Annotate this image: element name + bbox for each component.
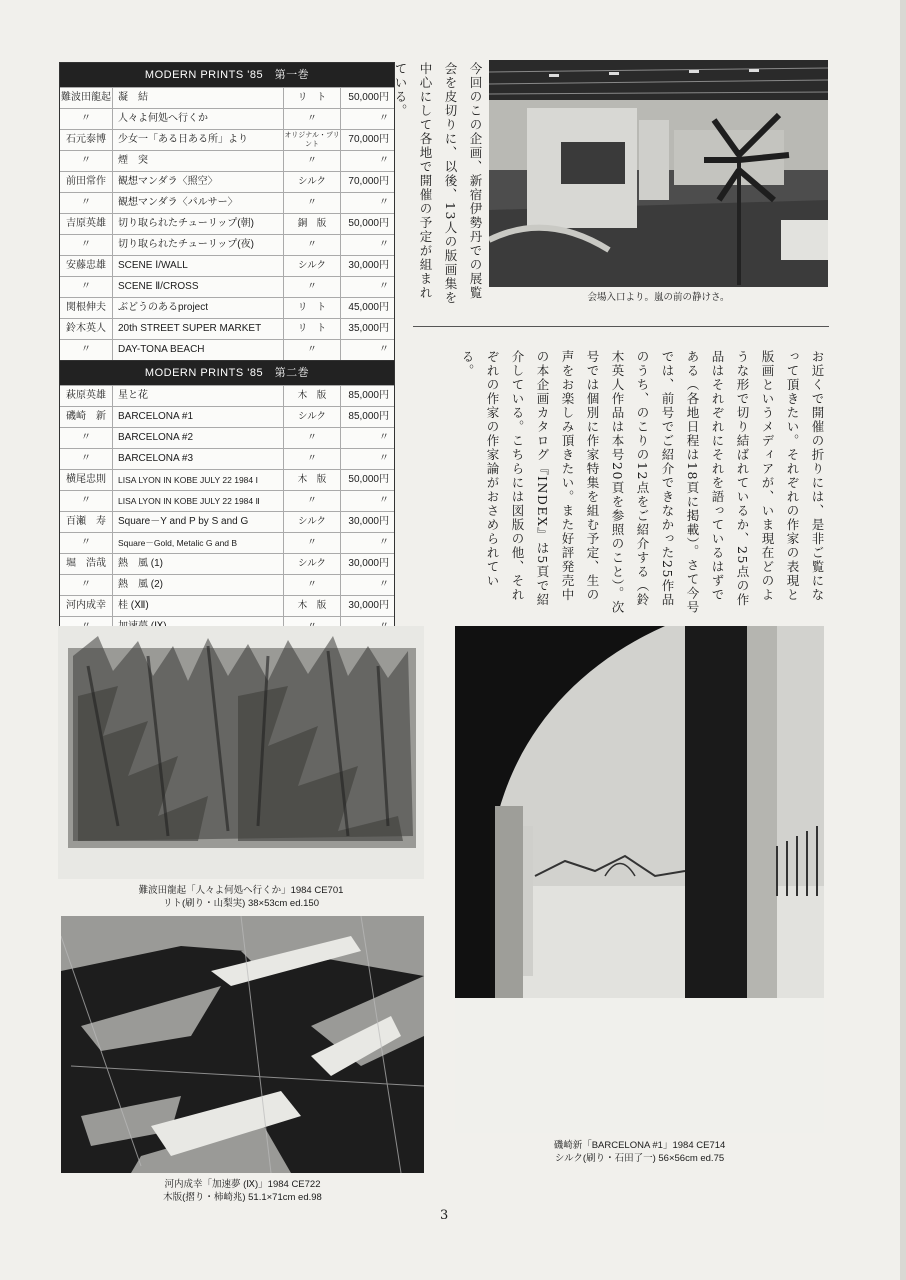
artist-cell: 〃 <box>60 235 113 255</box>
page-edge <box>900 0 906 1280</box>
medium-cell: 〃 <box>284 277 341 297</box>
title-cell: 観想マンダラ〈パルサー〉 <box>113 193 284 213</box>
artist-cell: 磯崎 新 <box>60 407 113 427</box>
title-cell: LISA LYON IN KOBE JULY 22 1984 Ⅰ <box>113 470 284 490</box>
artist-cell: 河内成幸 <box>60 596 113 616</box>
table-row <box>60 87 394 108</box>
price-cell: 30,000円 <box>348 260 389 271</box>
medium-cell: 木 版 <box>284 470 341 490</box>
table-row <box>60 427 394 448</box>
medium-cell: 〃 <box>284 491 341 511</box>
price-cell: 〃 <box>379 432 389 443</box>
medium-cell: 〃 <box>284 340 341 360</box>
table-row <box>60 532 394 553</box>
table-row <box>60 339 394 360</box>
catalog-table <box>59 62 395 638</box>
artist-cell: 前田常作 <box>60 172 113 192</box>
price-cell: 〃 <box>379 537 389 548</box>
price-cell: 45,000円 <box>348 302 389 313</box>
title-cell: 凝 結 <box>113 88 284 108</box>
artist-cell: 〃 <box>60 277 113 297</box>
price-cell: 〃 <box>379 197 389 208</box>
price-cell: 〃 <box>379 453 389 464</box>
medium-cell: シルク <box>284 172 341 192</box>
table-row <box>60 150 394 171</box>
table-row <box>60 469 394 490</box>
medium-cell: シルク <box>284 554 341 574</box>
medium-cell: 〃 <box>284 151 341 171</box>
title-cell: SCENE Ⅰ/WALL <box>113 256 284 276</box>
title-cell: BARCELONA #2 <box>113 428 284 448</box>
title-cell: 切り取られたチューリップ(夜) <box>113 235 284 255</box>
price-cell: 85,000円 <box>348 411 389 422</box>
medium-cell: シルク <box>284 512 341 532</box>
price-cell: 〃 <box>379 281 389 292</box>
artist-cell: 難波田龍起 <box>60 88 113 108</box>
artist-cell: 〃 <box>60 491 113 511</box>
artist-cell: 〃 <box>60 109 113 129</box>
price-cell: 85,000円 <box>348 390 389 401</box>
price-cell: 〃 <box>379 495 389 506</box>
title-cell: 切り取られたチューリップ(朝) <box>113 214 284 234</box>
table-row <box>60 213 394 234</box>
title-cell: Square－Y and P by S and G <box>113 512 284 532</box>
page-number: 3 <box>440 1208 449 1223</box>
title-cell: 星と花 <box>113 386 284 406</box>
table-row <box>60 385 394 406</box>
price-cell: 70,000円 <box>348 176 389 187</box>
column-divider <box>413 326 829 327</box>
artist-cell: 関根伸夫 <box>60 298 113 318</box>
nambata-caption-line-2: リト(刷り・山梨実) 38×53cm ed.150 <box>162 898 319 909</box>
table-row <box>60 192 394 213</box>
body-text: お近くで開催の折りには、是非ご覧になって頂きたい。それぞれの作家の表現と版画というメディアが、いま現在どのような形で切り結ばれているか、25点の作品はそれぞれにそれを語っているはずである（各地日程は18頁に掲載）。さて今号では、前号でご紹介できなかった25作品のうち、のこりの12点をご紹介する（鈴木英人作品は本号20頁を参照のこと）。次号では個別に作家特集を組む予定、生の声をお楽しみ頂きたい。また好評発売中の本企画カタログ『INDEX』は5頁で紹介している。こちらには図版の他、それぞれの作家の作家論がおさめられている。 <box>460 350 825 615</box>
volume-1-title: MODERN PRINTS '85 第一巻 <box>60 63 394 87</box>
title-cell: 観想マンダラ〈照空〉 <box>113 172 284 192</box>
table-row <box>60 553 394 574</box>
nambata-print-image <box>58 626 424 879</box>
price-cell: 30,000円 <box>348 558 389 569</box>
kawachi-print <box>61 916 424 1173</box>
isozaki-print-image <box>455 626 824 1133</box>
artist-cell: 〃 <box>60 575 113 595</box>
medium-cell: 銅 版 <box>284 214 341 234</box>
title-cell: BARCELONA #3 <box>113 449 284 469</box>
kawachi-caption <box>61 1178 424 1204</box>
nambata-caption <box>58 884 424 910</box>
isozaki-print <box>455 626 824 1133</box>
nambata-caption-line-1: 難波田龍起「人々よ何処へ行くか」1984 CE701 <box>138 885 344 896</box>
table-row <box>60 171 394 192</box>
price-cell: 〃 <box>379 344 389 355</box>
nambata-print <box>58 626 424 879</box>
artist-cell: 萩原英雄 <box>60 386 113 406</box>
table-row <box>60 297 394 318</box>
artist-cell: 安藤忠雄 <box>60 256 113 276</box>
medium-cell: 〃 <box>284 193 341 213</box>
artist-cell: 吉原英雄 <box>60 214 113 234</box>
medium-cell: 木 版 <box>284 386 341 406</box>
medium-cell: リ ト <box>284 319 341 339</box>
medium-cell: オリジナル・プリント <box>284 132 340 148</box>
price-cell: 35,000円 <box>348 323 389 334</box>
medium-cell: リ ト <box>284 298 341 318</box>
artist-cell: 横尾忠則 <box>60 470 113 490</box>
medium-cell: 〃 <box>284 575 341 595</box>
isozaki-caption-line-2: シルク(刷り・石田了一) 56×56cm ed.75 <box>554 1153 725 1164</box>
table-row <box>60 511 394 532</box>
medium-cell: 〃 <box>284 428 341 448</box>
table-row <box>60 255 394 276</box>
kawachi-print-image <box>61 916 424 1173</box>
medium-cell: シルク <box>284 256 341 276</box>
price-cell: 50,000円 <box>348 218 389 229</box>
artist-cell: 〃 <box>60 533 113 553</box>
medium-cell: リ ト <box>284 88 341 108</box>
artist-cell: 石元泰博 <box>60 130 113 150</box>
title-cell: 桂 (Ⅻ) <box>113 596 284 616</box>
table-row <box>60 595 394 616</box>
title-cell: 20th STREET SUPER MARKET <box>113 319 284 339</box>
title-cell: BARCELONA #1 <box>113 407 284 427</box>
volume-2-rows <box>60 385 394 637</box>
title-cell: SCENE Ⅱ/CROSS <box>113 277 284 297</box>
intro-text: 今回のこの企画、新宿伊勢丹での展覧会を皮切りに、以後、13人の版画集を中心にして各地で開催の予定が組まれている。 <box>393 62 483 305</box>
kawachi-caption-line-1: 河内成幸「加速夢 (Ⅸ)」1984 CE722 <box>164 1179 321 1190</box>
artist-cell: 鈴木英人 <box>60 319 113 339</box>
price-cell: 〃 <box>379 579 389 590</box>
table-row <box>60 448 394 469</box>
venue-photo-image <box>489 60 828 287</box>
isozaki-caption-line-1: 磯崎新「BARCELONA #1」1984 CE714 <box>553 1140 726 1151</box>
title-cell: 熱 風 (1) <box>113 554 284 574</box>
price-cell: 〃 <box>379 113 389 124</box>
volume-1-rows <box>60 87 394 360</box>
artist-cell: 〃 <box>60 428 113 448</box>
medium-cell: 〃 <box>284 449 341 469</box>
table-row <box>60 129 394 150</box>
title-cell: DAY-TONA BEACH <box>113 340 284 360</box>
title-cell: 人々よ何処へ行くか <box>113 109 284 129</box>
medium-cell: 木 版 <box>284 596 341 616</box>
isozaki-caption <box>455 1139 824 1165</box>
medium-cell: 〃 <box>284 533 341 553</box>
medium-cell: 〃 <box>284 235 341 255</box>
artist-cell: 堀 浩哉 <box>60 554 113 574</box>
price-cell: 70,000円 <box>348 134 389 145</box>
title-cell: Square－Gold, Metalic G and B <box>113 533 284 553</box>
artist-cell: 〃 <box>60 193 113 213</box>
title-cell: 熱 風 (2) <box>113 575 284 595</box>
table-row <box>60 406 394 427</box>
title-cell: 煙 突 <box>113 151 284 171</box>
price-cell: 50,000円 <box>348 474 389 485</box>
table-row <box>60 234 394 255</box>
kawachi-caption-line-2: 木版(摺り・柿崎兆) 51.1×71cm ed.98 <box>163 1192 322 1203</box>
medium-cell: シルク <box>284 407 341 427</box>
table-row <box>60 318 394 339</box>
venue-photo <box>489 60 828 287</box>
price-cell: 〃 <box>379 239 389 250</box>
venue-caption: 会場入口より。嵐の前の静けさ。 <box>587 292 730 303</box>
price-cell: 〃 <box>379 155 389 166</box>
table-row <box>60 276 394 297</box>
table-row <box>60 108 394 129</box>
price-cell: 30,000円 <box>348 516 389 527</box>
title-cell: 少女一「ある日ある所」より <box>113 130 284 150</box>
table-row <box>60 490 394 511</box>
artist-cell: 〃 <box>60 340 113 360</box>
price-cell: 30,000円 <box>348 600 389 611</box>
medium-cell: 〃 <box>284 109 341 129</box>
volume-2-title: MODERN PRINTS '85 第二巻 <box>60 360 394 385</box>
artist-cell: 百瀬 寿 <box>60 512 113 532</box>
title-cell: LISA LYON IN KOBE JULY 22 1984 Ⅱ <box>113 491 284 511</box>
artist-cell: 〃 <box>60 449 113 469</box>
artist-cell: 〃 <box>60 151 113 171</box>
title-cell: ぶどうのあるproject <box>113 298 284 318</box>
price-cell: 50,000円 <box>348 92 389 103</box>
table-row <box>60 574 394 595</box>
